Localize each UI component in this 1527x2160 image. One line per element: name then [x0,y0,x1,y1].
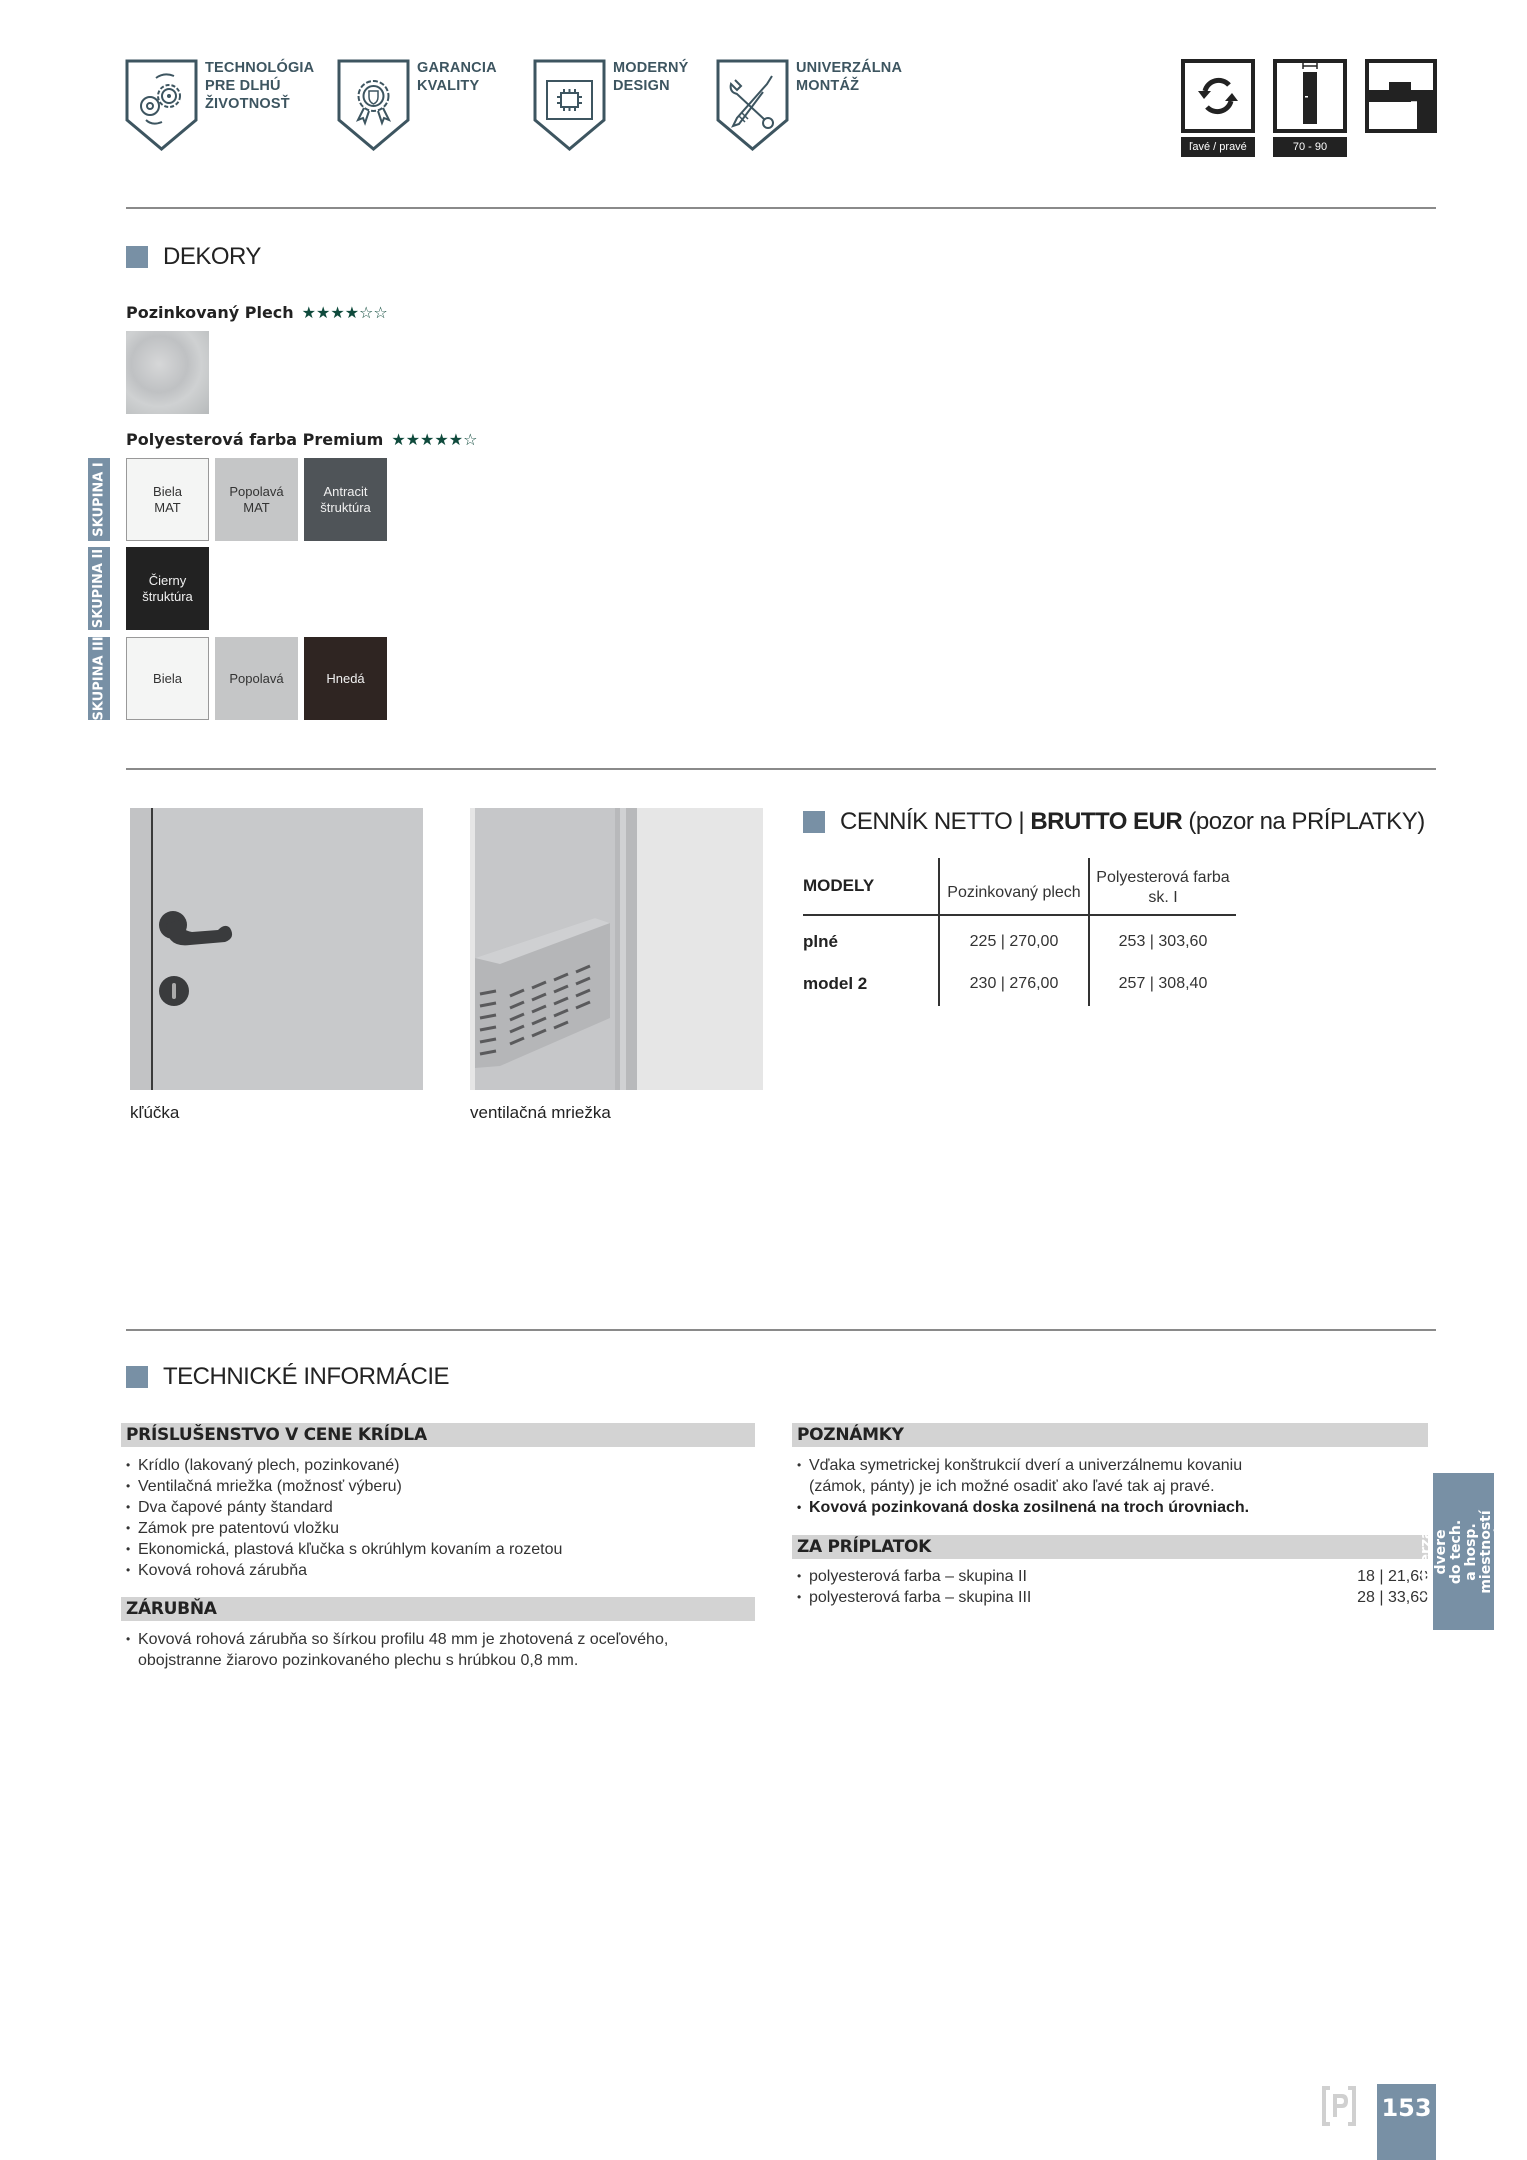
section-marker [126,246,148,268]
decor-heading-galvanized [126,303,388,322]
swatch: Popolavá MAT [215,458,298,541]
list-item: • Zámok pre patentovú vložku [126,1518,756,1539]
star-filled-icon: ★ [420,430,435,449]
feature-label: UNIVERZÁLNA MONTÁŽ [796,60,903,94]
group-label-skupina-1: SKUPINA I [88,458,110,541]
chip-design-icon [532,58,607,152]
frame-profile-icon [1365,59,1437,133]
group-label-skupina-2: SKUPINA II [88,547,110,630]
swatch: Čierny štruktúra [126,547,209,630]
photo-ventilation-grille [470,808,763,1090]
feature-badge-quality [336,58,497,152]
surcharge-price: 18 | 21,60 [1357,1568,1428,1585]
group-label-skupina-3: SKUPINA III [88,637,110,720]
star-filled-icon: ★ [448,430,464,449]
list-item: • Kovová rohová zárubňa so šírkou profilu 48 mm je zhotovená z oceľového, obojstranne žiarovo pozinkovaného plechu s hrúbkou 0,8 mm. [126,1629,716,1671]
list-item [797,1566,1428,1587]
swatch: Hnedá [304,637,387,720]
category-side-tab-text: Univerzálne dvere do tech. a hosp. miestností a pivníc [1417,1504,1509,1599]
list-item [797,1587,1428,1608]
swatch: Popolavá [215,637,298,720]
list-item: • Ekonomická, plastová kľučka s okrúhlym kovaním a rozetou [126,1539,756,1560]
row-model: plné [803,931,838,951]
star-empty-icon: ☆ [359,303,374,322]
section-title-cennik [803,808,1425,836]
table-row [803,916,1236,961]
divider [126,768,1436,770]
brand-logo-icon [1320,2084,1358,2128]
feature-label: MODERNÝ DESIGN [613,60,689,94]
star-filled-icon: ★ [405,430,421,449]
section-marker [126,1366,148,1388]
divider [126,1329,1436,1331]
frame-list [126,1629,716,1671]
feature-badge-design [532,58,689,152]
photo-caption: ventilačná mriežka [470,1103,611,1122]
category-side-tab [1417,1473,1509,1630]
quality-seal-icon [336,58,411,152]
star-filled-icon: ★ [434,430,449,449]
list-item: • Vďaka symetrickej konštrukcií dverí a univerzálnemu kovaniu (zámok, pánty) je ich možné osadiť ako ľavé tak aj pravé. [797,1455,1297,1497]
swatch: Biela [126,637,209,720]
rating-stars [302,303,388,322]
surcharge-label: polyesterová farba – skupina II [809,1568,1027,1585]
star-empty-icon: ☆ [463,430,478,449]
star-filled-icon: ★ [330,303,345,322]
bar-surcharge: ZA PRÍPLATOK [792,1535,1428,1559]
section-title-text: TECHNICKÉ INFORMÁCIE [163,1363,450,1390]
list-item: • Kovová rohová zárubňa [126,1560,756,1581]
star-filled-icon: ★ [344,303,360,322]
header-polyester: Polyesterová farba sk. I [1088,858,1236,914]
price-table [803,858,1236,1006]
row-price: 253 | 303,60 [1088,916,1236,961]
photo-caption: kľúčka [130,1103,180,1122]
door-width-label: 70 - 90 [1273,137,1347,157]
surcharge-price: 28 | 33,60 [1357,1589,1428,1606]
swatch: Biela MAT [126,458,209,541]
row-model: model 2 [803,973,868,993]
notes-list [797,1455,1297,1518]
accessories-list [126,1455,756,1581]
section-title-tech [126,1363,449,1391]
bar-accessories: PRÍSLUŠENSTVO V CENE KRÍDLA [121,1423,755,1447]
cennik-title-regular: CENNÍK NETTO | [840,808,1031,835]
surcharge-label: polyesterová farba – skupina III [809,1589,1032,1606]
bar-notes: POZNÁMKY [792,1423,1428,1447]
star-filled-icon: ★ [316,303,331,322]
surcharge-list [797,1566,1428,1608]
feature-label: GARANCIA KVALITY [417,60,497,94]
swatch: Antracit štruktúra [304,458,387,541]
page-number: 153 [1377,2084,1436,2160]
door-width-icon [1273,59,1347,133]
star-filled-icon: ★ [391,430,406,449]
list-item: • Krídlo (lakovaný plech, pozinkované) [126,1455,756,1476]
star-filled-icon: ★ [301,303,317,322]
feature-badge-mounting [715,58,902,152]
cennik-title-suffix: (pozor na PRÍPLATKY) [1182,808,1425,835]
table-row [803,961,1236,1006]
decor-heading-polyester [126,430,477,449]
section-title-text: DEKORY [163,243,261,270]
decor-name: Pozinkovaný Plech [126,303,294,322]
photo-door-handle [130,808,423,1090]
gears-icon [124,58,199,152]
section-title-dekory [126,243,261,271]
tools-icon [715,58,790,152]
list-item: • Dva čapové pánty štandard [126,1497,756,1518]
rating-stars [391,430,477,449]
row-price: 225 | 270,00 [938,916,1088,961]
price-table-header [803,858,1236,916]
decor-name: Polyesterová farba Premium [126,430,384,449]
section-marker [803,811,825,833]
bar-frame: ZÁRUBŇA [121,1597,755,1621]
feature-label: TECHNOLÓGIA PRE DLHÚ ŽIVOTNOSŤ [205,60,315,112]
star-empty-icon: ☆ [373,303,388,322]
row-price: 230 | 276,00 [938,961,1088,1006]
header-galvanized: Pozinkovaný plech [938,858,1088,914]
reversible-label: ľavé / pravé [1181,137,1255,157]
divider [126,207,1436,209]
list-item: • Kovová pozinkovaná doska zosilnená na troch úrovniach. [797,1497,1397,1518]
swatch-galvanized [126,331,209,414]
list-item: • Ventilačná mriežka (možnosť výberu) [126,1476,756,1497]
row-price: 257 | 308,40 [1088,961,1236,1006]
reversible-icon [1181,59,1255,133]
cennik-title-bold: BRUTTO EUR [1030,808,1183,835]
feature-badge-technology [124,58,314,152]
header-models: MODELY [803,876,875,895]
